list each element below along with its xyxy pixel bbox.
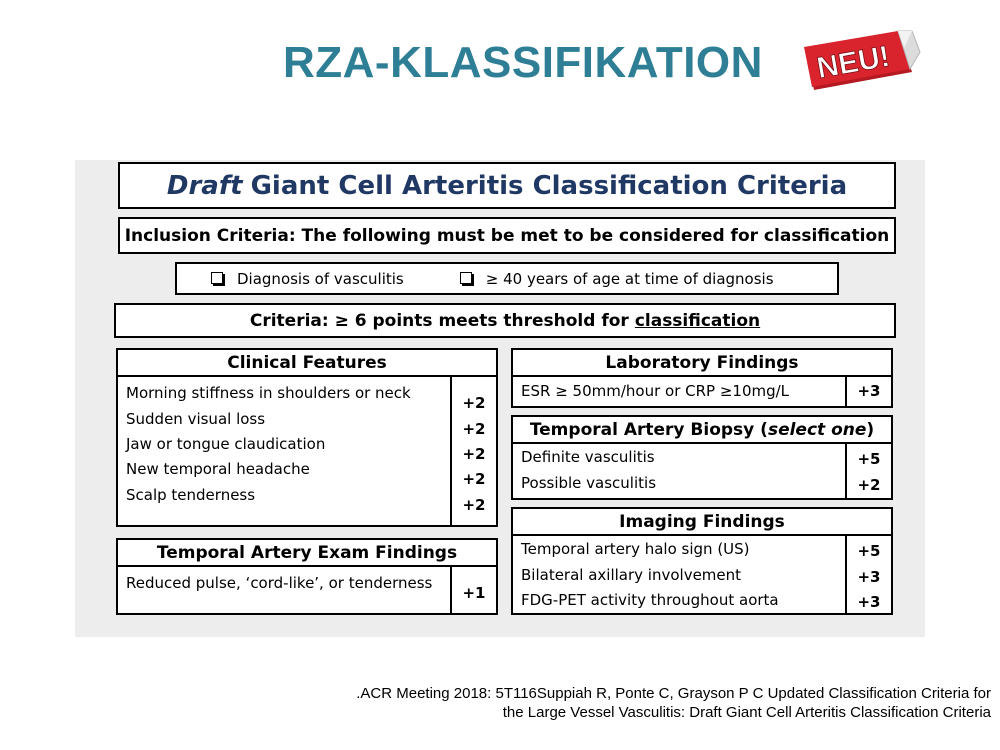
clinical-row-label: Jaw or tongue claudication <box>126 435 326 453</box>
clinical-features-section <box>116 348 498 527</box>
clinical-row-points: +2 <box>462 445 486 463</box>
criteria-title-rest: Giant Cell Arteritis Classification Criteria <box>250 170 848 201</box>
imaging-row-label: Bilateral axillary involvement <box>521 566 742 584</box>
imaging-row-label: FDG-PET activity throughout aorta <box>521 591 779 609</box>
slide-title: RZA-KLASSIFIKATION <box>283 38 763 87</box>
exam-row-label: Reduced pulse, ‘cord-like’, or tenderness <box>126 574 433 592</box>
inclusion-item-diagnosis <box>211 270 404 288</box>
criteria-title <box>118 162 896 209</box>
biopsy-row-points: +2 <box>857 476 881 494</box>
biopsy-header-close: ) <box>866 419 875 440</box>
imaging-row-points: +3 <box>857 568 881 586</box>
threshold-criteria <box>114 303 896 338</box>
citation <box>356 684 991 722</box>
citation-line-2: the Large Vessel Vasculitis: Draft Giant Cell Arteritis Classification Criteria <box>502 704 991 721</box>
clinical-row-points: +2 <box>462 394 486 412</box>
threshold-underlined: classification <box>634 310 761 331</box>
biopsy-row-label: Possible vasculitis <box>521 474 657 492</box>
clinical-row-points: +2 <box>462 420 486 438</box>
inclusion-item-label: Diagnosis of vasculitis <box>237 269 404 288</box>
inclusion-checklist <box>175 262 839 295</box>
imaging-row-points: +5 <box>857 542 881 560</box>
clinical-row-label: Sudden visual loss <box>126 410 266 428</box>
clinical-row-points: +2 <box>462 496 486 514</box>
lab-row-points: +3 <box>857 382 881 400</box>
imaging-findings-header: Imaging Findings <box>513 509 891 536</box>
inclusion-item-age <box>460 270 774 288</box>
new-badge-icon <box>800 28 922 98</box>
imaging-findings-section <box>511 507 893 615</box>
biopsy-header <box>513 417 891 444</box>
clinical-row-label: New temporal headache <box>126 460 310 478</box>
imaging-row-points: +3 <box>857 593 881 611</box>
criteria-title-draft: Draft <box>166 170 243 201</box>
clinical-row-label: Morning stiffness in shoulders or neck <box>126 384 411 402</box>
citation-line-1: .ACR Meeting 2018: 5T116Suppiah R, Ponte C, Grayson P C Updated Classification Criteria for <box>356 685 991 702</box>
biopsy-header-select: select one <box>767 419 867 440</box>
clinical-row-points: +2 <box>462 470 486 488</box>
checkbox-icon <box>460 272 472 284</box>
biopsy-row-points: +5 <box>857 450 881 468</box>
lab-findings-header: Laboratory Findings <box>513 350 891 377</box>
badge-text: NEU! <box>814 39 893 86</box>
lab-row-label: ESR ≥ 50mm/hour or CRP ≥10mg/L <box>521 382 790 400</box>
biopsy-section <box>511 415 893 500</box>
inclusion-criteria: Inclusion Criteria: The following must be met to be considered for classification <box>118 217 896 254</box>
clinical-features-header: Clinical Features <box>118 350 496 377</box>
lab-findings-section <box>511 348 893 408</box>
biopsy-row-label: Definite vasculitis <box>521 448 655 466</box>
biopsy-header-text: Temporal Artery Biopsy ( <box>529 419 768 440</box>
threshold-text: Criteria: ≥ 6 points meets threshold for <box>249 310 629 331</box>
clinical-row-label: Scalp tenderness <box>126 486 256 504</box>
exam-row-points: +1 <box>462 584 486 602</box>
exam-findings-section <box>116 538 498 615</box>
inclusion-item-label: ≥ 40 years of age at time of diagnosis <box>485 269 774 288</box>
imaging-row-label: Temporal artery halo sign (US) <box>521 540 750 558</box>
exam-findings-header: Temporal Artery Exam Findings <box>118 540 496 567</box>
checkbox-icon <box>211 272 223 284</box>
